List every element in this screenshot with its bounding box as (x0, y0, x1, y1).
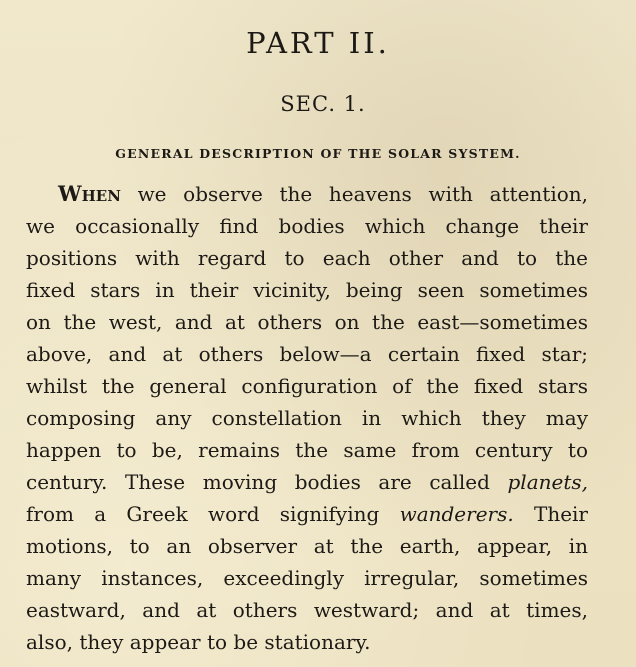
drop-word: When (58, 181, 121, 206)
text-line: happen to be, remains the same from century to (26, 438, 588, 462)
text-line: positions with regard to each other and to the (26, 246, 588, 270)
text-line: eastward, and at others westward; and at times, (26, 598, 588, 622)
text-line: many instances, exceedingly irregular, sometimes (26, 566, 588, 590)
text-line: we occasionally find bodies which change their (26, 214, 588, 238)
text-line: on the west, and at others on the east—sometimes (26, 310, 588, 334)
text-line: motions, to an observer at the earth, appear, in (26, 534, 588, 558)
italic-term-planets: planets, (507, 470, 588, 494)
text-line: above, and at others below—a certain fixed star; (26, 342, 588, 366)
section-heading: GENERAL DESCRIPTION OF THE SOLAR SYSTEM. (115, 146, 521, 161)
text-line: from a Greek word signifying wanderers. Their (26, 502, 588, 526)
part-title: PART II. (246, 26, 390, 60)
text-line: whilst the general configuration of the fixed stars (26, 374, 588, 398)
text-line: also, they appear to be stationary. (26, 630, 371, 654)
text-line: century. These moving bodies are called planets, (26, 470, 588, 494)
text-line: When we observe the heavens with attention, (58, 181, 588, 206)
italic-term-wanderers: wanderers. (399, 502, 514, 526)
text-line: fixed stars in their vicinity, being seen sometimes (26, 278, 588, 302)
body-paragraph (26, 178, 588, 658)
text-line: composing any constellation in which they may (26, 406, 588, 430)
section-title: SEC. 1. (280, 92, 366, 116)
